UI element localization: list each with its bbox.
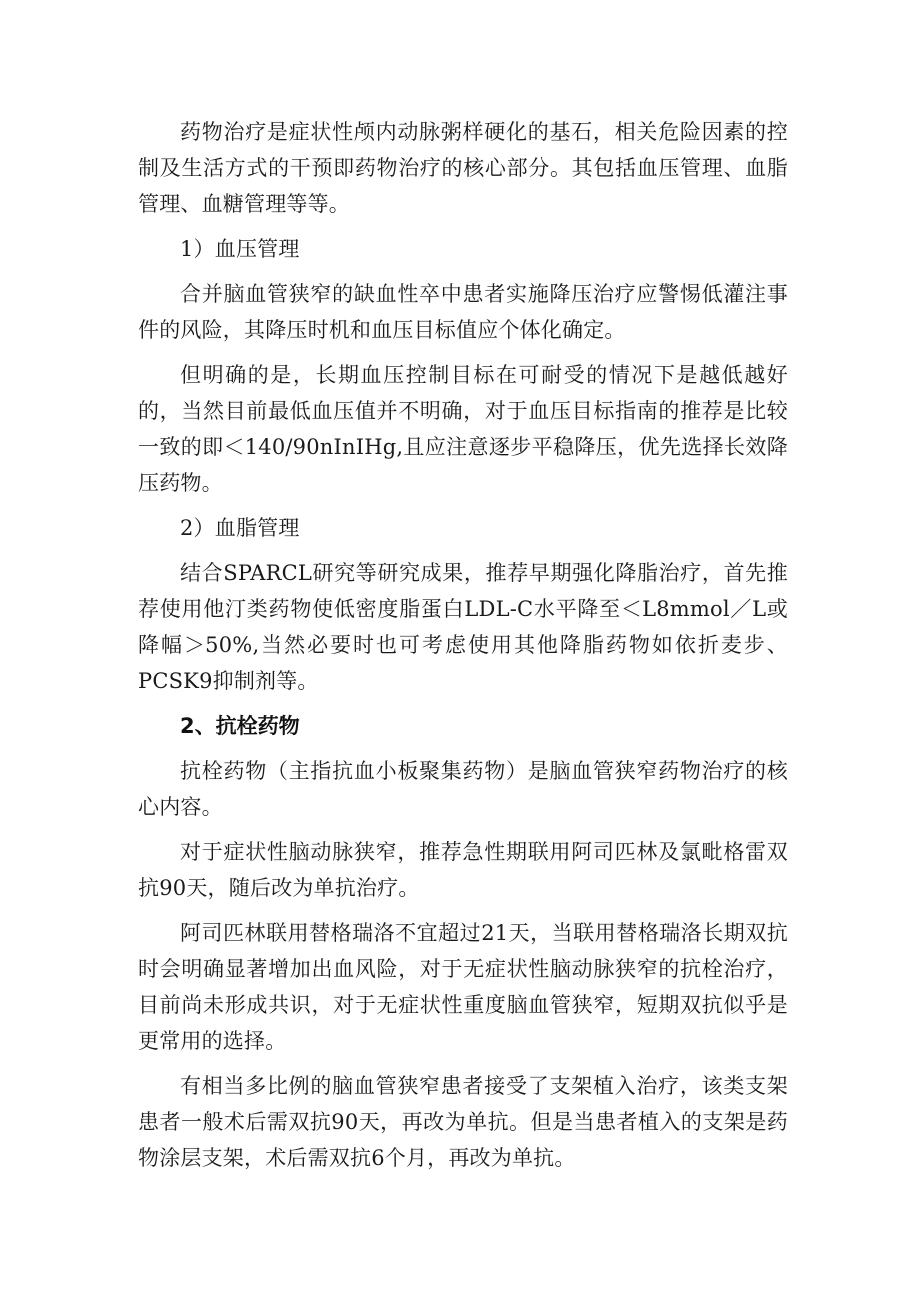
intro-paragraph: 药物治疗是症状性颅内动脉粥样硬化的基石，相关危险因素的控制及生活方式的干预即药物治疗的核心部分。其包括血压管理、血脂管理、血糖管理等等。 [138, 120, 788, 216]
subheading-blood-lipid: 2）血脂管理 [180, 516, 300, 540]
subheading-blood-pressure: 1）血压管理 [180, 237, 300, 261]
blood-pressure-paragraph-2: 但明确的是，长期血压控制目标在可耐受的情况下是越低越好的，当然目前最低血压值并不明确，对于血压目标指南的推荐是比较一致的即＜140/90nInIHg,且应注意逐步平稳降压，优先选择长效降压药物。 [138, 363, 788, 495]
document-body [138, 114, 788, 1185]
section-heading-antithrombotic: 2、抗栓药物 [180, 714, 300, 738]
blood-pressure-paragraph-1: 合并脑血管狭窄的缺血性卒中患者实施降压治疗应警惕低灌注事件的风险，其降压时机和血压目标值应个体化确定。 [138, 282, 788, 342]
antithrombotic-paragraph-4: 有相当多比例的脑血管狭窄患者接受了支架植入治疗，该类支架患者一般术后需双抗90天，再改为单抗。但是当患者植入的支架是药物涂层支架，术后需双抗6个月，再改为单抗。 [138, 1074, 788, 1170]
blood-lipid-paragraph: 结合SPARCL研究等研究成果，推荐早期强化降脂治疗，首先推荐使用他汀类药物使低密度脂蛋白LDL-C水平降至＜L8mmol／L或降幅＞50%,当然必要时也可考虑使用其他降脂药物如依折麦步、PCSK9抑制剂等。 [138, 561, 788, 693]
antithrombotic-paragraph-3: 阿司匹林联用替格瑞洛不宜超过21天，当联用替格瑞洛长期双抗时会明确显著增加出血风险，对于无症状性脑动脉狭窄的抗栓治疗，目前尚未形成共识，对于无症状性重度脑血管狭窄，短期双抗似乎是更常用的选择。 [138, 921, 788, 1053]
antithrombotic-paragraph-2: 对于症状性脑动脉狭窄，推荐急性期联用阿司匹林及氯毗格雷双抗90天，随后改为单抗治疗。 [138, 840, 788, 900]
antithrombotic-paragraph-1: 抗栓药物（主指抗血小板聚集药物）是脑血管狭窄药物治疗的核心内容。 [138, 759, 788, 819]
